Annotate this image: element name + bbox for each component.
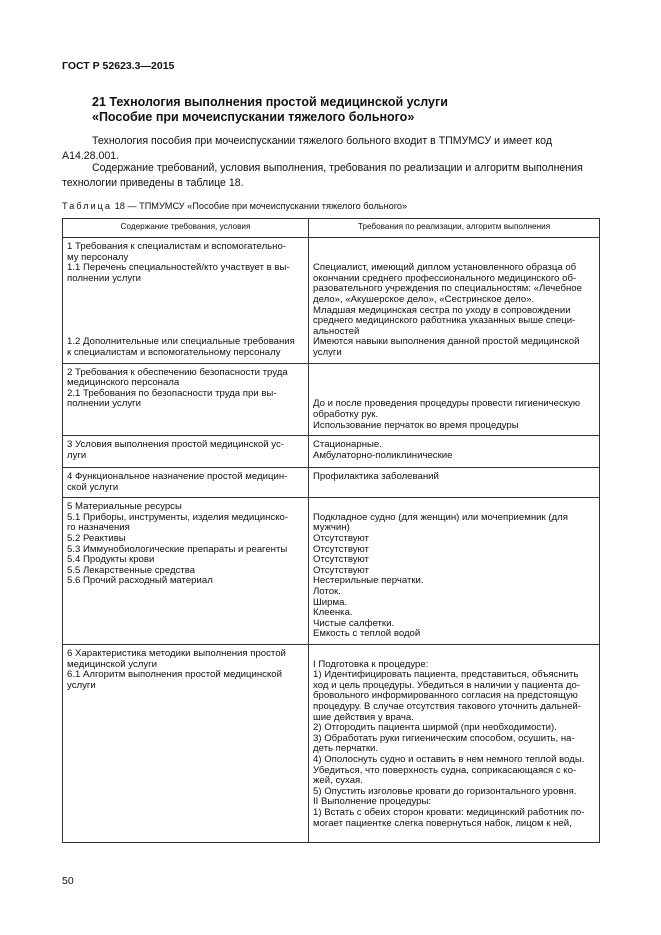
table-caption-text: 18 — ТПМУМСУ «Пособие при мочеиспускании тяжелого больного» — [112, 201, 408, 211]
cell-line: Чистые салфетки. — [313, 617, 395, 629]
table-cell — [63, 645, 309, 843]
cell-line: II Выполнение процедуры: — [313, 796, 432, 808]
cell-line: бровольного информированного согласия на предстоящую — [313, 690, 578, 702]
document-code: ГОСТ Р 52623.3—2015 — [62, 60, 175, 72]
cell-line: луги — [67, 449, 87, 461]
cell-line: 3) Обработать руки гигиеническим способом, осушить, на- — [313, 732, 575, 744]
table-row — [63, 363, 600, 436]
cell-line: 5.3 Иммунобиологические препараты и реагенты — [67, 543, 288, 555]
cell-line: альностей — [313, 325, 360, 337]
cell-line: 5.2 Реактивы — [67, 533, 126, 545]
cell-line: 1) Идентифицировать пациента, представиться, объяснить — [313, 669, 579, 681]
cell-line: Использование перчаток во время процедуры — [313, 419, 519, 431]
table-cell — [63, 468, 309, 498]
cell-line: Подкладное судно (для женщин) или мочеприемник (для — [313, 511, 568, 523]
column-header: Содержание требования, условия — [63, 219, 309, 238]
cell-line: 3 Условия выполнения простой медицинской ус- — [67, 439, 284, 451]
cell-line: среднего медицинского работника указанных выше специ- — [313, 315, 576, 327]
table-cell — [309, 468, 600, 498]
cell-line: Убедиться, что поверхность судна, соприкасающаяся с ко- — [313, 764, 577, 776]
cell-line: к специалистам и вспомогательному персоналу — [67, 346, 281, 358]
cell-line: Имеются навыки выполнения данной простой медицинской — [313, 336, 580, 348]
cell-line: 5.1 Приборы, инструменты, изделия медицинско- — [67, 511, 289, 523]
cell-line: ход и цель процедуры. Убедиться в наличии у пациента до- — [313, 679, 581, 691]
cell-line: Нестерильные перчатки. — [313, 575, 424, 587]
cell-line: полнении услуги — [67, 398, 141, 410]
cell-line: 1.1 Перечень специальностей/кто участвует в вы- — [67, 262, 290, 274]
table-cell — [309, 645, 600, 843]
cell-line: Профилактика заболеваний — [313, 471, 439, 483]
cell-line: му персоналу — [67, 251, 129, 263]
cell-line: разовательного учреждения по специальностям: «Лечебное — [313, 283, 582, 295]
table-row — [63, 468, 600, 498]
cell-line: До и после проведения процедуры провести гигиеническую — [313, 398, 581, 410]
cell-line: 6.1 Алгоритм выполнения простой медицинской — [67, 669, 282, 681]
cell-line: обработку рук. — [313, 408, 379, 420]
cell-line: Лоток. — [313, 586, 341, 598]
table-row — [63, 238, 600, 364]
cell-line: Отсутствуют — [313, 554, 369, 566]
table-cell — [309, 436, 600, 468]
cell-line: 6 Характеристика методики выполнения простой — [67, 648, 286, 659]
column-header: Требования по реализации, алгоритм выполнения — [309, 219, 600, 238]
cell-line: 5 Материальные ресурсы — [67, 501, 182, 513]
table-cell — [63, 436, 309, 468]
cell-line: 1.2 Дополнительные или специальные требования — [67, 336, 295, 348]
cell-line: 2.1 Требования по безопасности труда при вы- — [67, 387, 277, 399]
cell-line: 1 Требования к специалистам и вспомогательно- — [67, 241, 286, 252]
cell-line: 5) Опустить изголовье кровати до горизонтального уровня. — [313, 785, 577, 797]
section-title-line: 21 Технология выполнения простой медицинской услуги — [92, 95, 448, 109]
cell-line: деть перчатки. — [313, 743, 379, 755]
cell-line: полнении услуги — [67, 272, 141, 284]
cell-line: го назначения — [67, 522, 130, 534]
table-cell — [63, 498, 309, 645]
table-row — [63, 436, 600, 468]
cell-line: 5.4 Продукты крови — [67, 554, 155, 566]
intro-paragraph: Содержание требований, условия выполнения, требования по реализации и алгоритм выполнения технологии приведены в таблице 18. — [62, 162, 583, 189]
cell-line: 4 Функциональное назначение простой медицин- — [67, 471, 288, 483]
cell-line: могает пациентке слегка повернуться набок, лицом к ней, — [313, 817, 572, 829]
cell-line: Специалист, имеющий диплом установленного образца об — [313, 262, 577, 274]
table-row — [63, 498, 600, 645]
cell-line: 1) Встать с обеих сторон кровати: медицинский работник по- — [313, 806, 585, 818]
cell-line: 5.5 Лекарственные средства — [67, 564, 196, 576]
cell-line: Клеенка. — [313, 607, 353, 619]
cell-line: медицинского персонала — [67, 377, 180, 389]
cell-line: дело», «Акушерское дело», «Сестринское дело». — [313, 293, 535, 305]
cell-line: процедуру. В случае отсутствия такового уточнить дальней- — [313, 700, 581, 712]
table-cell — [309, 498, 600, 645]
table-caption — [62, 201, 407, 211]
cell-line: Отсутствуют — [313, 533, 369, 545]
table-header-row — [63, 219, 600, 238]
intro-paragraph: Технология пособия при мочеиспускании тяжелого больного входит в ТПМУМСУ и имеет код А14.28.001. — [62, 135, 553, 162]
cell-line: Младшая медицинская сестра по уходу в сопровождении — [313, 304, 571, 316]
cell-line: 5.6 Прочий расходный материал — [67, 575, 213, 587]
cell-line: Ширма. — [313, 596, 348, 608]
table-row — [63, 645, 600, 843]
cell-line: Отсутствуют — [313, 543, 369, 555]
requirements-table — [62, 218, 600, 843]
cell-line: 2) Отгородить пациента ширмой (при необходимости). — [313, 722, 557, 734]
cell-line: шие действия у врача. — [313, 711, 414, 723]
table-cell — [63, 363, 309, 436]
section-title-line: «Пособие при мочеиспускании тяжелого больного» — [92, 110, 415, 124]
cell-line: услуги — [313, 346, 342, 358]
table-cell — [309, 363, 600, 436]
cell-line: ской услуги — [67, 481, 119, 493]
cell-line: 4) Ополоснуть судно и оставить в нем немного теплой воды. — [313, 753, 585, 765]
table-caption-prefix: Таблица — [62, 201, 113, 211]
cell-line: медицинской услуги — [67, 658, 158, 670]
cell-line: 2 Требования к обеспечению безопасности труда — [67, 366, 288, 378]
section-title — [92, 95, 448, 125]
cell-line: услуги — [67, 679, 96, 691]
cell-line: Емкость с теплой водой — [313, 628, 421, 640]
cell-line: мужчин) — [313, 522, 350, 534]
cell-line: окончании среднего профессионального медицинского об- — [313, 272, 577, 284]
table-cell — [309, 238, 600, 364]
cell-line: I Подготовка к процедуре: — [313, 658, 429, 670]
cell-line: Амбулаторно-поликлинические — [313, 449, 453, 461]
table-cell — [63, 238, 309, 364]
cell-line: жей, сухая. — [313, 775, 363, 787]
page-number: 50 — [62, 875, 74, 887]
cell-line: Отсутствуют — [313, 564, 369, 576]
cell-line: Стационарные. — [313, 439, 382, 451]
